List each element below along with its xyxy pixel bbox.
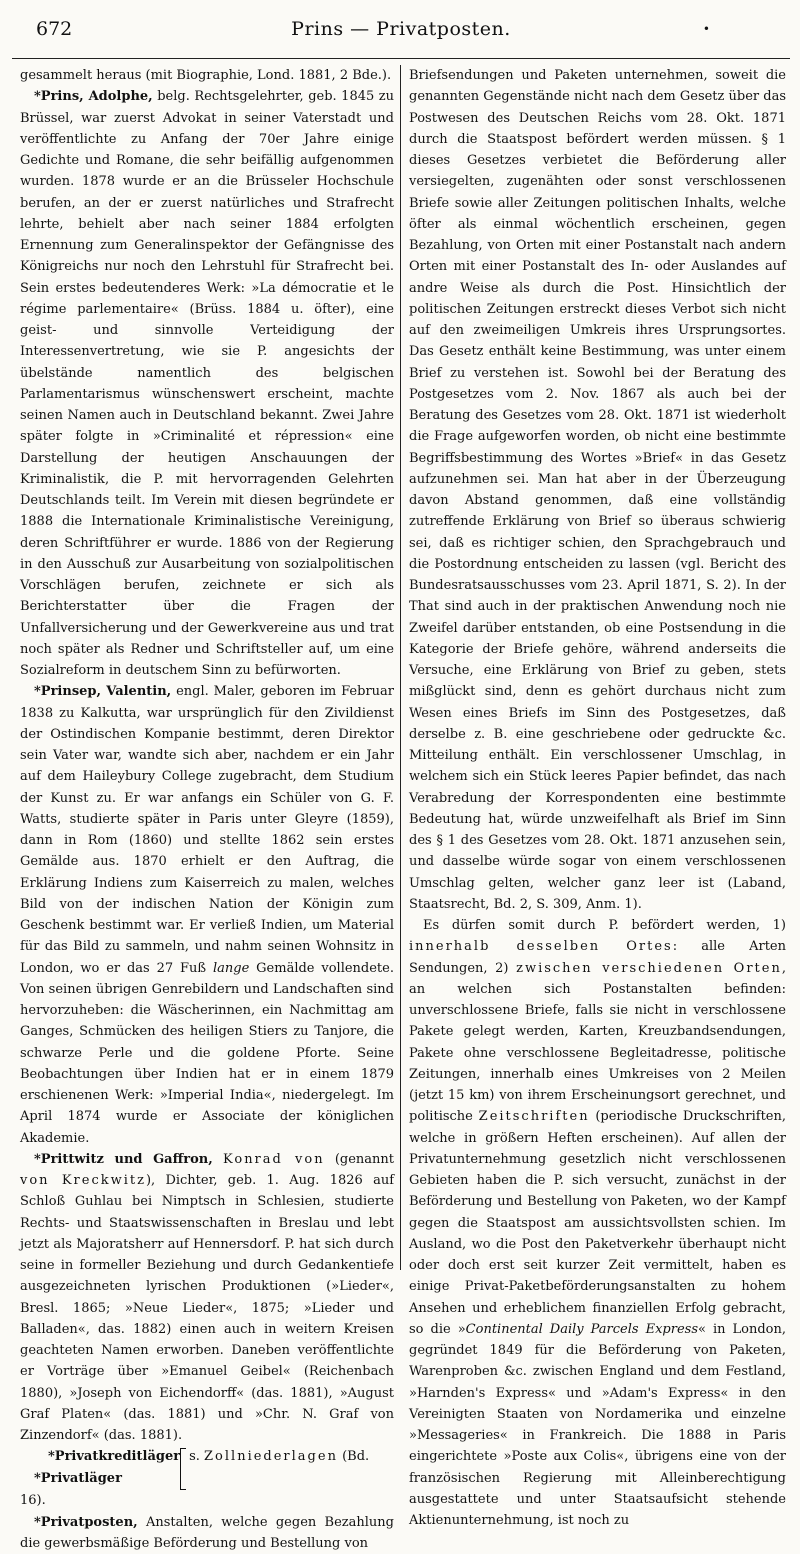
text-columns — [12, 65, 790, 1270]
running-head: Prins — Privatposten. — [12, 18, 790, 40]
entry-prittwitz: *Prittwitz und Gaffron, Konrad von (genannt von Kreckwitz), Dichter, geb. 1. Aug. 1826 auf Schloß Guhlau bei Nimptsch in Schlesien, studierte Rechts- und Staatswissenschaften in Breslau und lebt jetzt als Majoratsherr auf Hennersdorf. P. hat sich durch seine in formeller Beziehung und durch Gedankentiefe ausgezeichneten lyrischen Produktionen (»Lieder«, Bresl. 1865; »Neue Lieder«, 1875; »Lieder und Balladen«, das. 1882) einen auch in weitern Kreisen geachteten Namen erworben. Daneben veröffentlichte er Vorträge über »Emanuel Geibel« (Reichenbach 1880), »Joseph von Eichendorff« (das. 1881), »August Graf Platen« (das. 1881) und »Chr. N. Graf von Zinzendorf« (das. 1881). — [20, 1149, 394, 1447]
headword-prins: *Prins, Adolphe, — [34, 89, 153, 104]
print-speck: • — [703, 22, 710, 36]
entry-prinsep: *Prinsep, Valentin, engl. Maler, geboren im Februar 1838 zu Kalkutta, war ursprünglich für den Zivildienst der Ostindischen Kompanie bestimmt, deren Direktor sein Vater war, wandte sich aber, nachdem er ein Jahr auf dem Haileybury College zugebracht, dem Studium der Kunst zu. Er war anfangs ein Schüler von G. F. Watts, studierte später in Paris unter Gleyre (1859), dann in Rom (1860) und stellte 1862 sein erstes Gemälde aus. 1870 erhielt er den Auftrag, die Erklärung Indiens zum Kaiserreich zu malen, welches Bild von der indischen Nation der Königin zum Geschenk bestimmt war. Er verließ Indien, um Material für das Bild zu sammeln, und nahm seinen Wohnsitz in London, wo er das 27 Fuß lange Gemälde vollendete. Von seinen übrigen Genrebildern und Landschaften sind hervorzuheben: die Wäscherinnen, ein Nachmittag am Ganges, Schmücken des heiligen Stiers zu Tanjore, die schwarze Perle und die goldene Pforte. Seine Beobachtungen über Indien hat er in einem 1879 erschienenen Werk: »Imperial India«, niedergelegt. Im April 1874 wurde er Associate der königlichen Akademie. — [20, 681, 394, 1149]
privatposten-text-1: Briefsendungen und Paketen unternehmen, soweit die genannten Gegenstände nicht nach dem Gesetz über das Postwesen des Deutschen Reichs vom 28. Okt. 1871 durch die Staatspost befördert werden müssen. § 1 dieses Gesetzes verbietet die Beförderung aller versiegelten, zugenähten oder sonst verschlossenen Briefe sowie aller Zeitungen politischen Inhalts, welche öfter als einmal wöchentlich erscheinen, gegen Bezahlung, von Orten mit einer Postanstalt nach andern Orten mit einer Postanstalt des In- oder Auslandes auf andre Weise als durch die Post. Hinsichtlich der politischen Zeitungen erstreckt dieses Verbot sich nicht auf den zweimeiligen Umkreis ihres Ursprungsortes. Das Gesetz enthält keine Bestimmung, was unter einem Brief zu verstehen ist. Sowohl bei der Beratung des Postgesetzes vom 2. Nov. 1867 als auch bei der Beratung des Gesetzes vom 28. Okt. 1871 ist wiederholt die Frage aufgeworfen worden, ob nicht eine bestimmte Begriffsbestimmung des Wortes »Brief« in das Gesetz aufzunehmen sei. Man hat aber in der Überzeugung davon Abstand genommen, daß eine vollständig zutreffende Erklärung von Brief so überaus schwierig sei, daß es richtiger schien, den Sprachgebrauch und die Postordnung entscheiden zu lassen (vgl. Bericht des Bundesratsausschusses vom 23. April 1871, S. 2). In der That sind auch in der praktischen Anwendung noch nie Zweifel darüber entstanden, ob eine Postsendung in die Kategorie der Briefe gehöre, während anderseits die Versuche, eine Erklärung von Brief zu geben, stets mißglückt sind, denn es gehört durchaus nicht zum Wesen eines Briefs im Sinn des Postgesetzes, daß derselbe z. B. eine geschriebene oder gedruckte &c. Mitteilung enthält. Ein verschlossener Umschlag, in welchem sich ein Stück leeres Papier befindet, das nach Verabredung der Korrespondenten eine bestimmte Bedeutung hat, würde unzweifelhaft als Brief im Sinn des § 1 des Gesetzes vom 28. Okt. 1871 anzusehen sein, und dasselbe würde sogar von einem verschlossenen Umschlag gelten, welcher ganz leer ist (Laband, Staatsrecht, Bd. 2, S. 309, Anm. 1). — [409, 65, 786, 915]
entry-privatposten: *Privatposten, Anstalten, welche gegen Bezahlung die gewerbsmäßige Beförderung und Bestellung von — [20, 1512, 394, 1554]
cross-reference-target: Zollniederlagen — [204, 1449, 338, 1464]
page-header — [12, 0, 790, 59]
entry-continuation: gesammelt heraus (mit Biographie, Lond. 1881, 2 Bde.). — [20, 65, 394, 86]
entry-cross-reference: *Privatkreditläger *Privatlägers. Zollniederlagen (Bd. 16). — [20, 1446, 394, 1511]
headword-privatkreditlaeger: *Privatkreditläger — [48, 1449, 180, 1464]
headword-privatlaeger: *Privatläger — [34, 1471, 122, 1486]
entry-prins: *Prins, Adolphe, belg. Rechtsgelehrter, geb. 1845 zu Brüssel, war zuerst Advokat in seiner Vaterstadt und veröffentlichte zu Anfang der 70er Jahre einige Gedichte und Romane, die sehr beifällig aufgenommen wurden. 1878 wurde er an die Brüsseler Hochschule berufen, an der er zuerst natürliches und Strafrecht lehrte, behielt aber nach seiner 1884 erfolgten Ernennung zum Generalinspektor der Gefängnisse des Königreichs nur noch den Lehrstuhl für Strafrecht bei. Sein erstes bedeutenderes Werk: »La démocratie et le régime parlementaire« (Brüss. 1884 u. öfter), eine geist- und sinnvolle Verteidigung der Interessenvertretung, wie sie P. angesichts der übelstände namentlich des belgischen Parlamentarismus wünschenswert erscheint, machte seinen Namen auch in Deutschland bekannt. Zwei Jahre später folgte in »Criminalité et répression« eine Darstellung der heutigen Anschauungen der Kriminalistik, die P. mit hervorragenden Gelehrten Deutschlands teilt. Im Verein mit diesen begründete er 1888 die Internationale Kriminalistische Vereinigung, deren Schriftführer er wurde. 1886 von der Regierung in den Ausschuß zur Ausarbeitung von sozialpolitischen Vorschlägen berufen, zeichnete er sich als Berichterstatter über die Fragen der Unfallversicherung und der Gewerkvereine aus und trat noch später als Redner und Schriftsteller auf, um eine Sozialreform in deutschem Sinn zu befürworten. — [20, 86, 394, 681]
privatposten-text-2: Es dürfen somit durch P. befördert werden, 1) innerhalb desselben Ortes: alle Arten Sendungen, 2) zwischen verschiedenen Orten, an welchen sich Postanstalten befinden: unverschlossene Briefe, falls sie nicht in verschlossene Pakete gelegt werden, Karten, Kreuzbandsendungen, Pakete ohne verschlossene Begleitadresse, politische Zeitungen, innerhalb eines Umkreises von 2 Meilen (jetzt 15 km) von ihrem Erscheinungsort gerechnet, und politische Zeitschriften (periodische Druckschriften, welche in größern Heften erscheinen). Auf allen der Privatunternehmung gesetzlich nicht verschlossenen Gebieten haben die P. sich versucht, zunächst in der Beförderung und Bestellung von Paketen, wo der Kampf gegen die Staatspost am aussichtsvollsten schien. Im Ausland, wo die Post den Paketverkehr überhaupt nicht oder doch erst seit kurzer Zeit vermittelt, haben es einige Privat-Paketbeförderungsanstalten zu hohem Ansehen und erheblichem finanziellen Erfolg gebracht, so die »Continental Daily Parcels Express« in London, gegründet 1849 für die Beförderung von Paketen, Warenproben &c. zwischen England und dem Festland, »Harnden's Express« und »Adam's Express« in den Vereinigten Staaten von Nordamerika und einzelne »Messageries« in Frankreich. Die 1888 in Paris eingerichtete »Poste aux Colis«, übrigens eine von der französischen Regierung mit Alleinberechtigung ausgestattete und unter Staatsaufsicht stehende Aktienunternehmung, ist noch zu — [409, 915, 786, 1531]
headword-privatposten: *Privatposten, — [34, 1515, 138, 1530]
right-column — [401, 65, 790, 1270]
left-column — [12, 65, 401, 1270]
bracket — [180, 1448, 186, 1490]
headword-prinsep: *Prinsep, Valentin, — [34, 684, 171, 699]
headword-prittwitz: *Prittwitz und Gaffron, — [34, 1152, 213, 1167]
page-number: 672 — [36, 18, 72, 40]
